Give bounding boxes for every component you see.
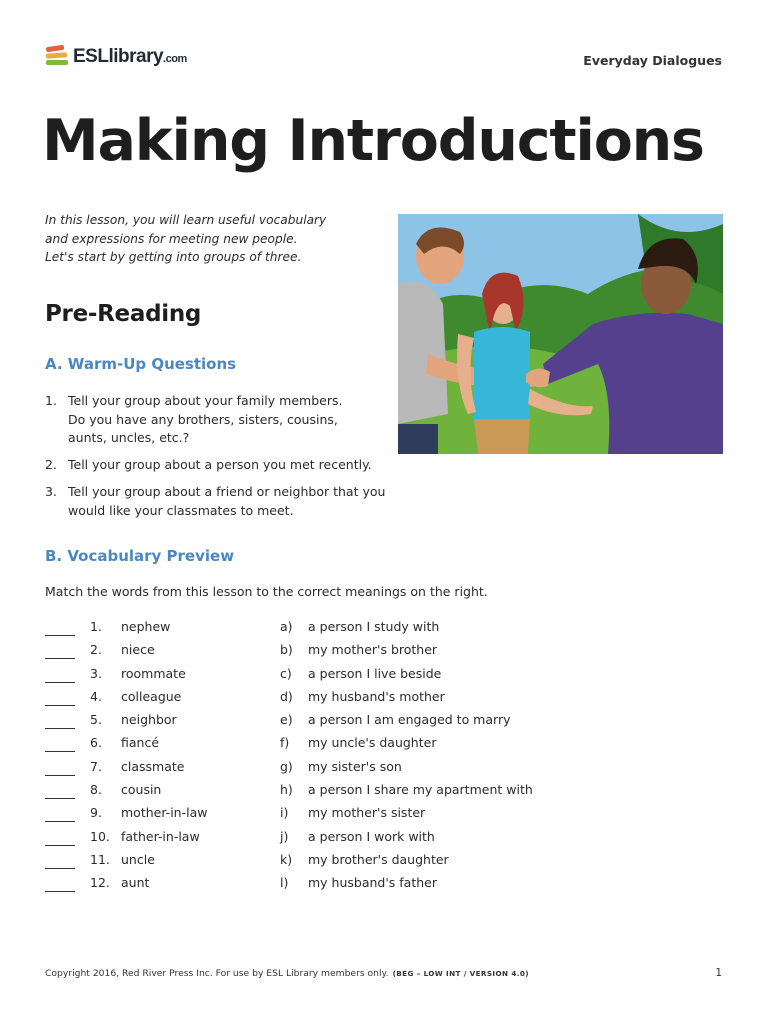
vocab-meaning: a person I am engaged to marry (308, 712, 511, 728)
word-number: 5. (90, 712, 102, 728)
vocab-heading: B. Vocabulary Preview (45, 547, 235, 565)
vocab-word: aunt (121, 875, 150, 891)
word-number: 7. (90, 758, 102, 774)
meaning-letter: f) (280, 735, 290, 751)
answer-blank[interactable] (45, 821, 75, 822)
meaning-letter: b) (280, 642, 293, 658)
table-row (45, 829, 565, 852)
answer-blank[interactable] (45, 845, 75, 846)
list-item: 3. Tell your group about a friend or neighbor that you would like your classmates to meet. (45, 484, 386, 518)
vocab-word: fiancé (121, 735, 160, 751)
page-title: Making Introductions (42, 108, 704, 174)
meaning-letter: h) (280, 782, 293, 798)
word-number: 3. (90, 665, 102, 681)
meaning-letter: e) (280, 712, 293, 728)
vocab-meaning: my husband's father (308, 875, 437, 891)
table-row (45, 642, 565, 665)
answer-blank[interactable] (45, 728, 75, 729)
table-row (45, 666, 565, 689)
logo (44, 44, 187, 70)
meaning-letter: j) (280, 828, 289, 844)
table-row (45, 875, 565, 898)
answer-blank[interactable] (45, 635, 75, 636)
answer-blank[interactable] (45, 751, 75, 752)
word-number: 10. (90, 828, 110, 844)
meaning-letter: i) (280, 805, 289, 821)
word-number: 1. (90, 619, 102, 634)
word-number: 8. (90, 782, 102, 798)
answer-blank[interactable] (45, 868, 75, 869)
warmup-questions (45, 392, 385, 529)
answer-blank[interactable] (45, 798, 75, 799)
answer-blank[interactable] (45, 775, 75, 776)
meaning-letter: a) (280, 619, 293, 634)
word-number: 2. (90, 642, 102, 658)
page-number: 1 (715, 967, 722, 979)
word-number: 12. (90, 875, 110, 891)
vocab-meaning: a person I work with (308, 828, 435, 844)
word-number: 11. (90, 851, 110, 867)
table-row (45, 759, 565, 782)
table-row (45, 805, 565, 828)
vocab-word: father-in-law (121, 828, 200, 844)
vocab-meaning: a person I share my apartment with (308, 782, 533, 798)
table-row (45, 619, 565, 642)
table-row (45, 782, 565, 805)
meaning-letter: k) (280, 851, 293, 867)
answer-blank[interactable] (45, 682, 75, 683)
logo-text: ESLlibrary.com (73, 46, 187, 67)
vocab-instruction: Match the words from this lesson to the correct meanings on the right. (45, 584, 488, 599)
series-name: Everyday Dialogues (583, 53, 722, 68)
vocab-meaning: my brother's daughter (308, 851, 449, 867)
vocab-word: nephew (121, 619, 171, 634)
meaning-letter: d) (280, 688, 293, 704)
meaning-letter: l) (280, 875, 289, 891)
vocab-word: uncle (121, 851, 155, 867)
answer-blank[interactable] (45, 658, 75, 659)
word-number: 9. (90, 805, 102, 821)
table-row (45, 852, 565, 875)
vocab-word: roommate (121, 665, 186, 681)
vocab-meaning: my uncle's daughter (308, 735, 437, 751)
vocab-meaning: a person I live beside (308, 665, 442, 681)
vocab-meaning: my husband's mother (308, 688, 445, 704)
vocab-word: neighbor (121, 712, 177, 728)
handshake-illustration (398, 214, 723, 454)
meaning-letter: g) (280, 758, 293, 774)
word-number: 4. (90, 688, 102, 704)
list-item: 2. Tell your group about a person you met recently. (45, 457, 372, 472)
intro-text: In this lesson, you will learn useful vocabulary and expressions for meeting new people. Let's start by getting into groups of three. (45, 213, 327, 264)
word-number: 6. (90, 735, 102, 751)
vocab-word: colleague (121, 688, 182, 704)
table-row (45, 689, 565, 712)
vocab-meaning: my sister's son (308, 758, 402, 774)
section-title: Pre-Reading (45, 301, 202, 327)
vocab-table (45, 619, 565, 899)
vocab-meaning: a person I study with (308, 619, 440, 634)
table-row (45, 735, 565, 758)
vocab-word: cousin (121, 782, 162, 798)
list-item: 1. Tell your group about your family members. Do you have any brothers, sisters, cousins, aunts, uncles, etc.? (45, 393, 343, 445)
vocab-word: classmate (121, 758, 185, 774)
warmup-heading: A. Warm-Up Questions (45, 355, 237, 373)
vocab-meaning: my mother's sister (308, 805, 426, 821)
table-row (45, 712, 565, 735)
books-logo-icon (44, 44, 70, 70)
vocab-meaning: my mother's brother (308, 642, 438, 658)
footer-copyright: Copyright 2016, Red River Press Inc. For use by ESL Library members only. (BEG – LOW INT / VERSION 4.0) (45, 968, 529, 979)
answer-blank[interactable] (45, 891, 75, 892)
meaning-letter: c) (280, 665, 292, 681)
vocab-word: mother-in-law (121, 805, 208, 821)
vocab-word: niece (121, 642, 155, 658)
answer-blank[interactable] (45, 705, 75, 706)
